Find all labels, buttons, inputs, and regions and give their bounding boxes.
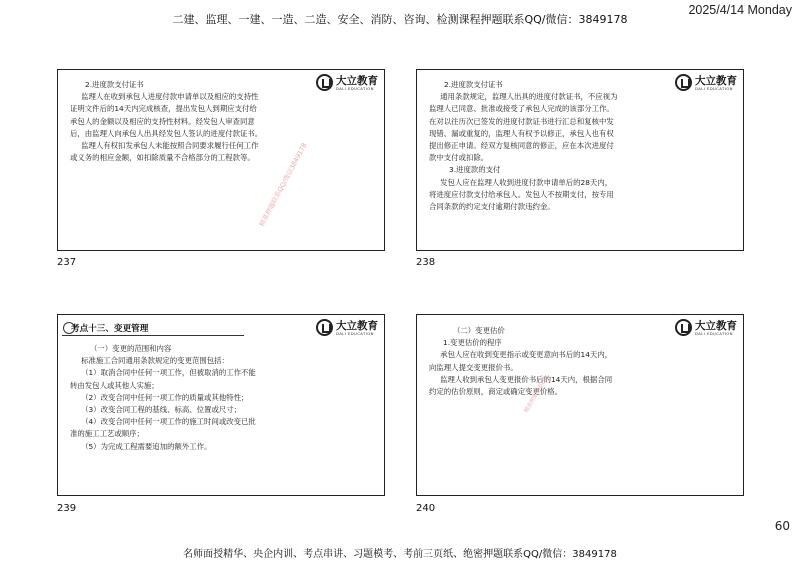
text-line: 准的施工工艺或顺序；: [70, 429, 144, 439]
text-line: （3）改变合同工程的基线、标高、位置或尺寸；: [81, 405, 242, 415]
text-line: 监理人在收到承包人进度付款申请单以及相应的支持性: [81, 92, 259, 102]
text-line: 标准施工合同通用条款规定的变更范围包括：: [81, 356, 229, 366]
dali-logo: [316, 318, 380, 340]
slide-number: 240: [416, 503, 436, 514]
dali-logo-icon: [675, 319, 692, 336]
subheading: 2.进度款支付证书: [444, 80, 503, 89]
subheading: （一）变更的范围和内容: [90, 344, 172, 353]
text-line: （5）为完成工程需要追加的额外工作。: [81, 441, 212, 451]
slide-239: [57, 314, 385, 496]
dali-logo-icon: [675, 74, 692, 91]
text-line: 将进度应付款支付给承包人。发包人不按期支付，按专用: [429, 189, 614, 199]
page-footer: 名师面授精华、央企内训、考点串讲、习题模考、考前三页纸、绝密押题联系QQ/微信：3849178: [183, 549, 617, 560]
subheading: （二）变更估价: [453, 326, 505, 335]
slide-number: 237: [57, 257, 77, 268]
dali-logo-icon: [316, 74, 333, 91]
page-header: 二建、监理、一建、一造、二造、安全、消防、咨询、检测课程押题联系QQ/微信：3849178: [172, 13, 628, 26]
logo-subtitle: DALI EDUCATION: [336, 86, 374, 91]
slide-body: [429, 325, 674, 398]
dali-logo: [675, 73, 739, 95]
text-line: 证明文件后的14天内完成核查，提出发包人到期应支付给: [70, 104, 257, 114]
slide-number: 239: [57, 503, 77, 514]
dali-logo-icon: [316, 319, 333, 336]
logo-name: 大立教育: [695, 75, 737, 87]
text-line: 通用条款规定，监理人出具的进度付款证书，不应视为: [440, 92, 618, 102]
slide-237: [57, 69, 385, 251]
slide-body: [429, 79, 674, 213]
text-line: 后，由监理人向承包人出具经发包人签认的进度付款证书。: [70, 128, 263, 138]
slide-238: [416, 69, 744, 251]
text-line: 承包人的金额以及相应的支持性材料。经发包人审查同意: [70, 116, 255, 126]
dali-logo: [675, 318, 739, 340]
text-line: 转由发包人或其他人实施；: [70, 380, 159, 390]
text-line: 监理人收到承包人变更报价书后的14天内，根据合同: [440, 374, 613, 384]
text-line: 现错、漏或重复的，监理人有权予以修正，承包人也有权: [429, 128, 614, 138]
subheading: 1.变更估价的程序: [443, 338, 502, 348]
text-line: 约定的估价原则，商定或确定变更价格。: [429, 387, 563, 397]
watermark: 精准押题联系QQ: [523, 374, 550, 415]
text-line: 提出修正申请。经双方复核同意的修正，应在本次进度付: [429, 141, 614, 151]
text-line: 承包人应在收到变更指示或变更意向书后的14天内，: [440, 350, 613, 360]
text-line: 在对以往历次已签发的进度付款证书进行汇总和复核中发: [429, 116, 614, 126]
logo-name: 大立教育: [336, 75, 378, 87]
logo-name: 大立教育: [336, 320, 378, 332]
text-line: 监理人有权扣发承包人未能按照合同要求履行任何工作: [81, 141, 259, 151]
text-line: 向监理人提交变更报价书。: [429, 362, 518, 372]
text-line: （1）取消合同中任何一项工作，但被取消的工作不能: [81, 368, 256, 378]
slide-240: [416, 314, 744, 496]
date-label: 2025/4/14 Monday: [688, 3, 792, 17]
subheading: 2.进度款支付证书: [85, 80, 144, 89]
text-line: 合同条款的约定支付逾期付款违约金。: [429, 202, 555, 212]
slide-body: [70, 79, 315, 164]
text-line: 款中支付或扣除。: [429, 153, 489, 163]
text-line: 监理人已同意、批准或接受了承包人完成的该部分工作。: [429, 104, 614, 114]
page-number: 60: [774, 519, 790, 533]
slide-body: [70, 343, 315, 453]
dali-logo: [316, 73, 380, 95]
logo-subtitle: DALI EDUCATION: [336, 331, 374, 336]
text-line: （4）改变合同中任何一项工作的施工时间或改变已批: [81, 417, 256, 427]
logo-subtitle: DALI EDUCATION: [695, 86, 733, 91]
slide-number: 238: [416, 257, 436, 268]
logo-name: 大立教育: [695, 320, 737, 332]
subheading: 3.进度款的支付: [449, 165, 501, 175]
slide-title: 考点十三、变更管理: [71, 324, 149, 334]
watermark: 精准押题联系QQ/微信3849178: [257, 141, 309, 228]
text-line: 或义务的相应金额，如扣除质量不合格部分的工程款等。: [70, 153, 255, 163]
logo-subtitle: DALI EDUCATION: [695, 331, 733, 336]
text-line: （2）改变合同中任何一项工作的质量或其他特性；: [81, 392, 249, 402]
text-line: 发包人应在监理人收到进度付款申请单后的28天内，: [440, 177, 613, 187]
slide-title-bar: [62, 321, 244, 336]
